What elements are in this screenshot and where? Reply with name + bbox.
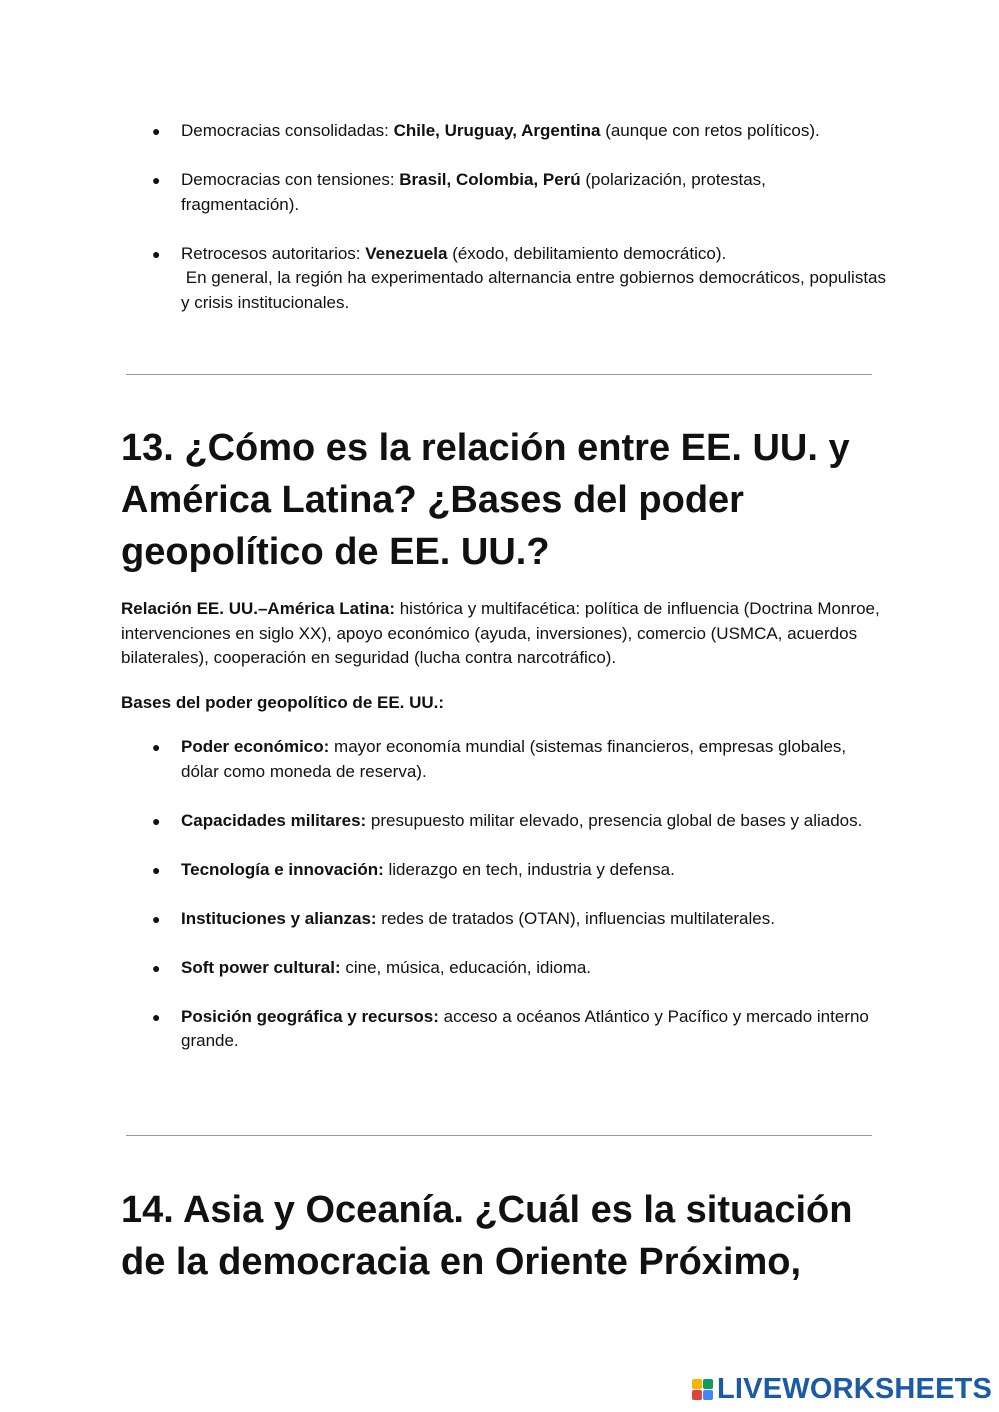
divider bbox=[126, 1135, 872, 1136]
liveworksheets-logo[interactable] bbox=[692, 1374, 992, 1404]
divider bbox=[126, 374, 872, 375]
bullet-icon: ● bbox=[152, 123, 161, 139]
list-item: ● Soft power cultural: cine, música, educación, idioma. bbox=[152, 956, 887, 981]
bullet-icon: ● bbox=[152, 1008, 161, 1025]
bullet-icon: ● bbox=[152, 245, 161, 262]
list-item: ● Capacidades militares: presupuesto militar elevado, presencia global de bases y aliados. bbox=[152, 809, 887, 834]
bases-label: Bases del poder geopolítico de EE. UU.: bbox=[121, 693, 445, 712]
bullet-icon: ● bbox=[152, 172, 161, 188]
bullet-icon: ● bbox=[152, 910, 161, 927]
list-item: ● Tecnología e innovación: liderazgo en tech, industria y defensa. bbox=[152, 858, 887, 883]
list-item-continuation: En general, la región ha experimentado alternancia entre gobiernos democráticos, populistas y crisis institucionales. bbox=[181, 268, 891, 312]
bullet-icon: ● bbox=[152, 739, 161, 755]
top-bullet-list bbox=[152, 119, 891, 340]
bullet-icon: ● bbox=[152, 812, 161, 829]
liveworksheets-logo-icon bbox=[692, 1379, 713, 1400]
relation-label: Relación EE. UU.–América Latina: bbox=[121, 599, 395, 618]
logo-text: LIVEWORKSHEETS bbox=[717, 1372, 993, 1405]
list-item: ● Instituciones y alianzas: redes de tratados (OTAN), influencias multilaterales. bbox=[152, 907, 887, 932]
relation-paragraph bbox=[121, 597, 881, 671]
bases-bullet-list bbox=[152, 735, 887, 1078]
list-item: ● Posición geográfica y recursos: acceso a océanos Atlántico y Pacífico y mercado interno grande. bbox=[152, 1006, 869, 1050]
list-item: ● Democracias con tensiones: Brasil, Colombia, Perú (polarización, protestas, fragmentación). bbox=[152, 170, 766, 214]
list-item: ● Poder económico: mayor economía mundial (sistemas financieros, empresas globales, dólar como moneda de reserva). bbox=[152, 737, 847, 781]
bullet-icon: ● bbox=[152, 861, 161, 878]
section-14-heading: 14. Asia y Oceanía. ¿Cuál es la situación de la democracia en Oriente Próximo, bbox=[121, 1189, 853, 1283]
relation-text: histórica y multifacética: política de influencia (Doctrina Monroe, intervenciones en siglo XX), apoyo económico (ayuda, inversiones), comercio (USMCA, acuerdos bilaterales), cooperación en seguridad (lucha contra narcotráfico). bbox=[121, 599, 880, 667]
list-item: ● Democracias consolidadas: Chile, Uruguay, Argentina (aunque con retos políticos). bbox=[152, 119, 887, 144]
bullet-icon: ● bbox=[152, 959, 161, 976]
section-13-heading: 13. ¿Cómo es la relación entre EE. UU. y América Latina? ¿Bases del poder geopolítico de EE. UU.? bbox=[121, 427, 850, 573]
list-item: ● Retrocesos autoritarios: Venezuela (éxodo, debilitamiento democrático). En general, la región ha experimentado alternancia entre gobiernos democráticos, populistas y crisis institucionales. bbox=[152, 243, 891, 312]
